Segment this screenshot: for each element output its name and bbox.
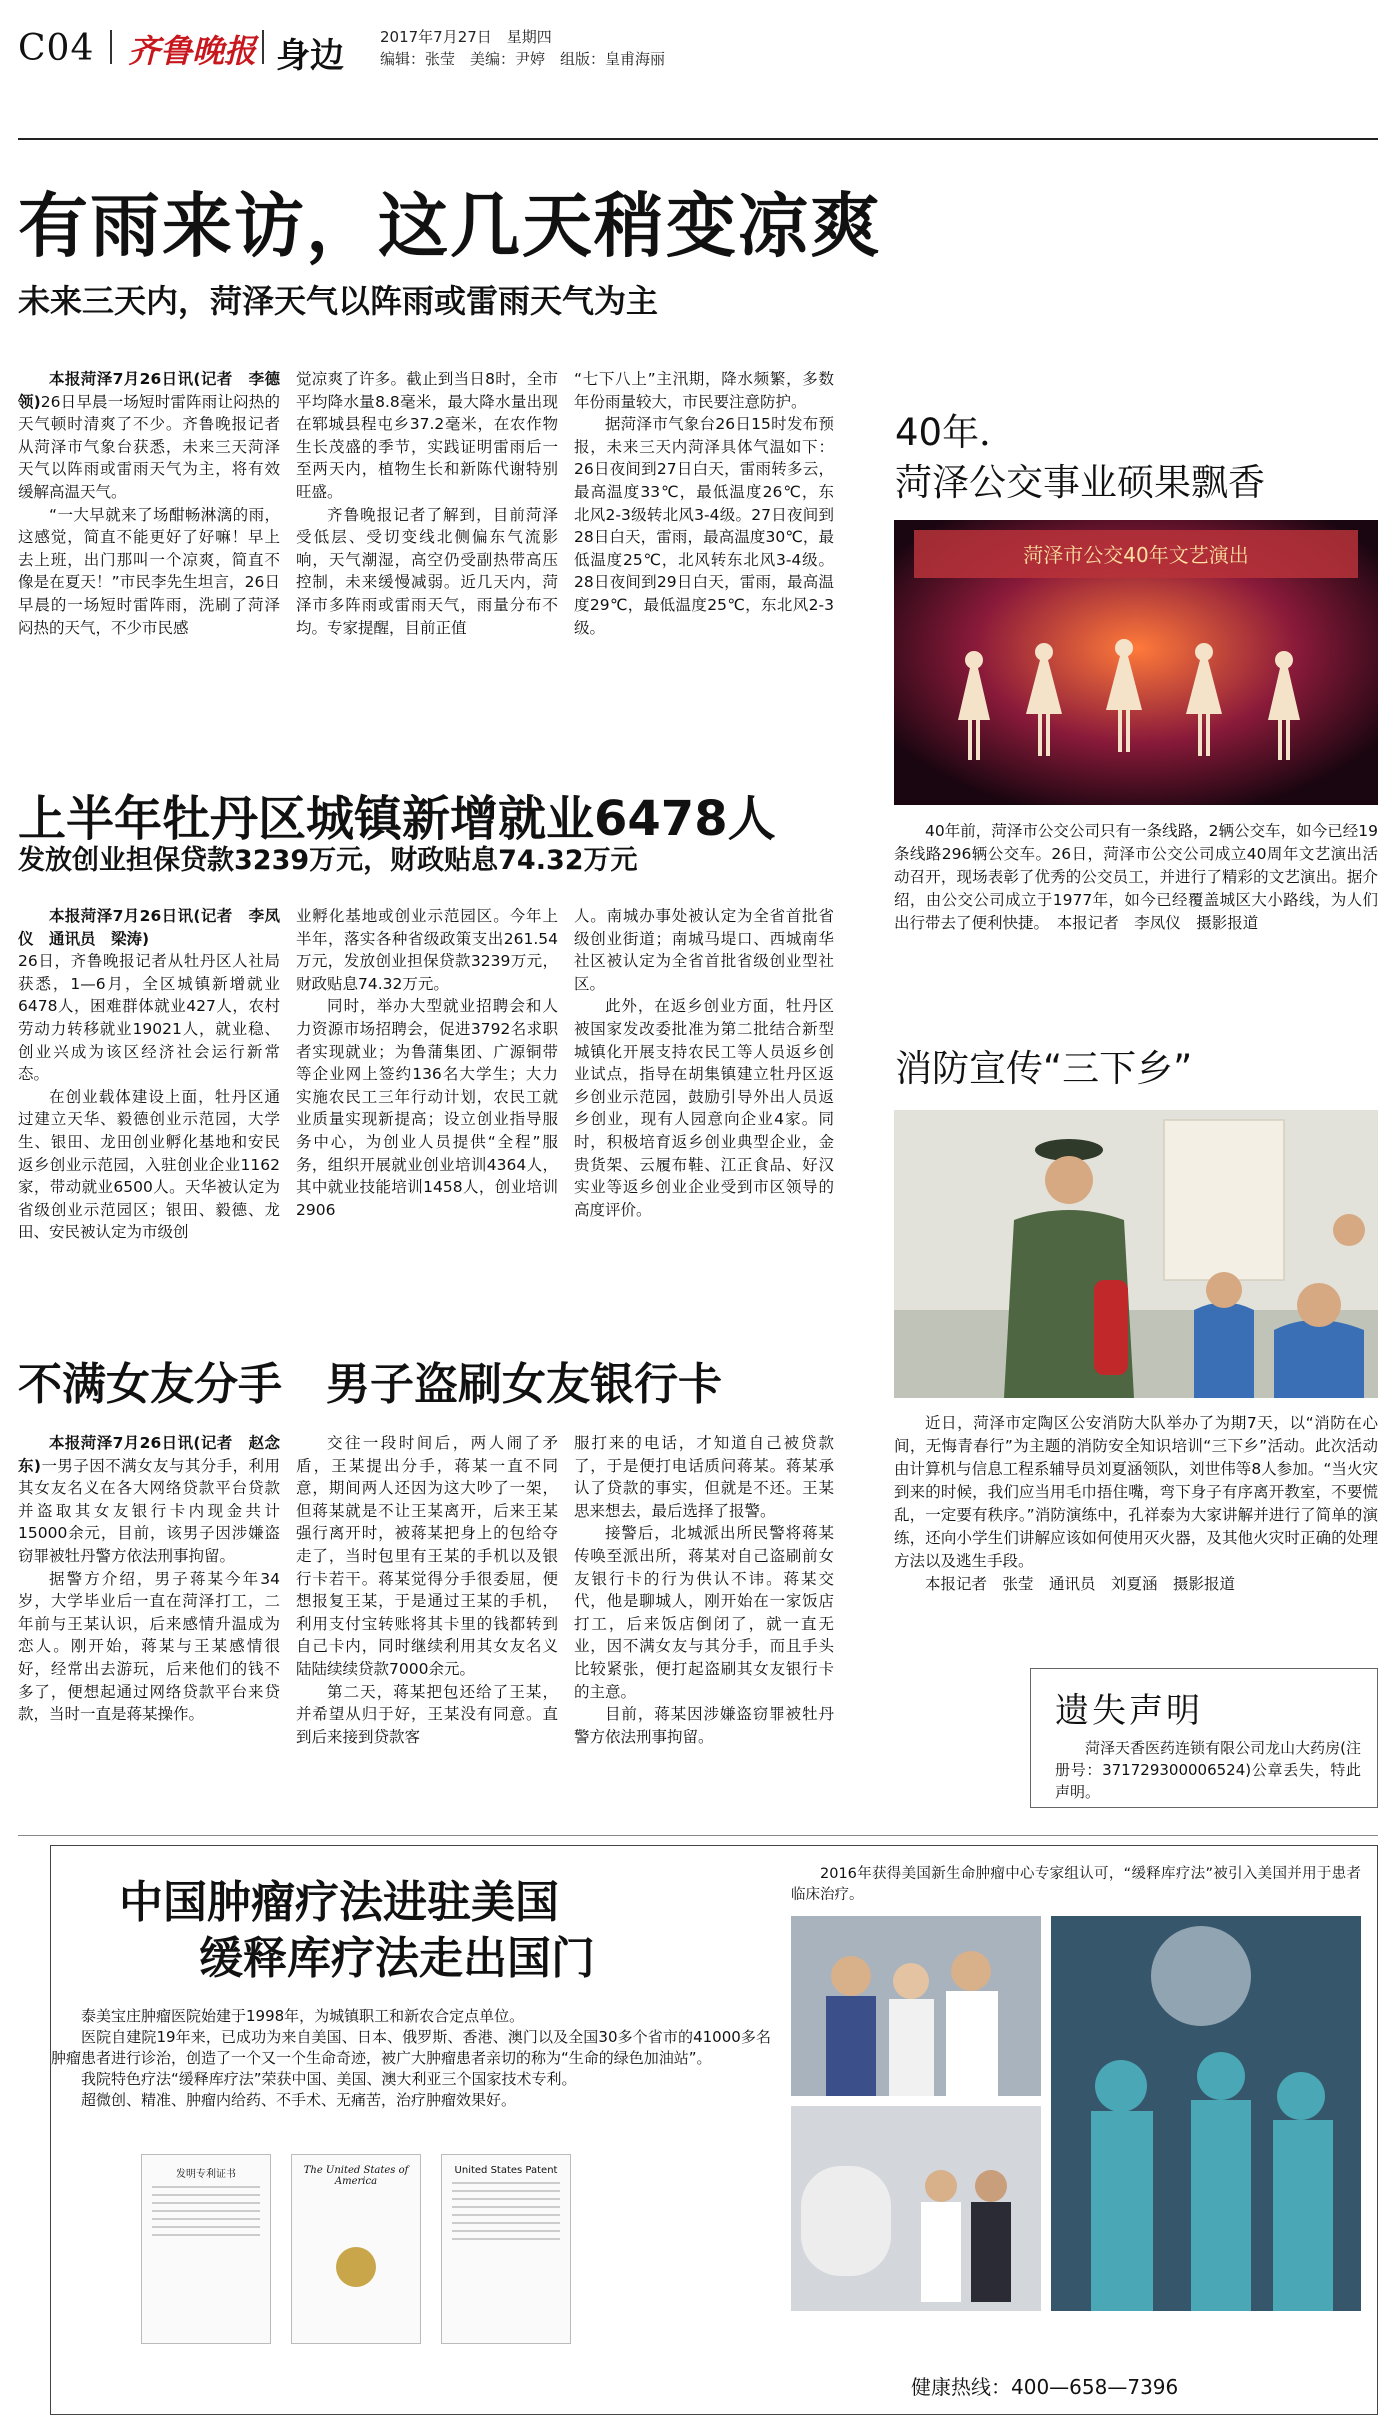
editor-credits: 编辑：张莹 美编：尹婷 组版：皇甫海丽 — [380, 50, 666, 68]
page-code: C04 — [18, 28, 95, 69]
story1-column-2: 觉凉爽了许多。截止到当日8时，全市平均降水量8.8毫米，最大降水量出现在郓城县程屯乡37.2毫米，在农作物生长茂盛的季节，实践证明雷雨后一至两天内，植物生长和新陈代谢特别旺盛。 齐鲁晚报记者了解到，目前菏泽受低层、受切变线北侧偏东气流影响，天气潮湿，高空仍受副热带高压控制，未来缓慢减弱。近几天内，菏泽市多阵雨或雷雨天气，雨量分布不均。专家提醒，目前正值 — [296, 370, 558, 637]
story1-subheadline: 未来三天内，菏泽天气以阵雨或雷雨天气为主 — [18, 282, 659, 320]
story2-column-2: 业孵化基地或创业示范园区。今年上半年，落实各种省级政策支出261.54万元，发放创业担保贷款3239万元，财政贴息74.32万元。 同时，举办大型就业招聘会和人力资源市场招聘会，促进3792名求职者实现就业；为鲁蒲集团、广源铜带等企业网上签约136名大学生；大力实施农民工三年行动计划，农民工就业质量实现新提高；设立创业指导服务中心，为创业人员提供“全程”服务，组织开展就业创业培训4364人，其中就业技能培训1458人，创业培训2906 — [296, 907, 558, 1219]
surgery-photo — [1051, 1916, 1361, 2311]
side2-caption: 近日，菏泽市定陶区公安消防大队举办了为期7天，以“消防在心间，无悔青春行”为主题的消防安全知识培训“三下乡”活动。此次活动由计算机与信息工程系辅导员刘夏涵领队，刘世伟等8人参加。“当火灾到来的时候，我们应当用毛巾捂住嘴，弯下身子有序离开教室，不要慌乱，一定要有秩序。”消防演练中，孔祥泰为大家讲解并进行了简单的演练，还向小学生们讲解应该如何使用灭火器，及其他火灾时正确的处理方法以及逃生手段。 本报记者 张莹 通讯员 刘夏涵 摄影报道 — [894, 1412, 1378, 1632]
ad-hotline: 健康热线：400—658—7396 — [911, 2375, 1179, 2399]
story3-dateline: 本报菏泽7月26日讯(记者 赵念东) — [18, 1434, 280, 1475]
fire-extinguisher — [1094, 1280, 1128, 1375]
story3-headline: 不满女友分手 男子盗刷女友银行卡 — [18, 1359, 722, 1410]
stage-banner-text: 菏泽市公交40年文艺演出 — [1023, 543, 1249, 567]
lost-notice-box — [1030, 1668, 1378, 1808]
fire-safety-photo — [894, 1110, 1378, 1398]
header-rule — [18, 138, 1378, 140]
section-title: 身边 — [276, 36, 344, 76]
header-divider — [262, 30, 264, 64]
story3-column-1: 本报菏泽7月26日讯(记者 赵念东)一男子因不满女友与其分手，利用其女友名义在各大网络贷款平台贷款并盗取其女友银行卡内现金共计15000余元，目前，该男子因涉嫌盗窃罪被牡丹警方依法刑事拘留。 据警方介绍，男子蒋某今年34岁，大学毕业后一直在菏泽打工，二年前与王某认识，后来感情升温成为恋人。刚开始，蒋某与王某感情很好，经常出去游玩，后来他们的钱不多了，便想起通过网络贷款平台来贷款，当时一直是蒋某操作。 — [18, 1434, 280, 1724]
story2-subheadline: 发放创业担保贷款3239万元，财政贴息74.32万元 — [18, 845, 638, 876]
side1-headline-line1: 40年． — [895, 411, 1017, 454]
side1-headline-line2: 菏泽公交事业硕果飘香 — [895, 461, 1265, 504]
patent-document-us: United States Patent — [441, 2154, 571, 2344]
issue-date: 2017年7月27日 星期四 — [380, 28, 552, 46]
ad-title-line2: 缓释库疗法走出国门 — [199, 1933, 595, 1984]
ad-right-caption: 2016年获得美国新生命肿瘤中心专家组认可，“缓释库疗法”被引入美国并用于患者临床治疗。 — [791, 1866, 1361, 1903]
newspaper-logo: 齐鲁晚报 — [128, 32, 257, 70]
story2-column-1: 本报菏泽7月26日讯(记者 李凤仪 通讯员 梁涛) 26日，齐鲁晚报记者从牡丹区人社局获悉，1—6月，全区城镇新增就业6478人，困难群体就业427人，农村劳动力转移就业19021人，就业稳、创业兴成为该区经济社会运行新常态。 在创业载体建设上面，牡丹区通过建立天华、毅德创业示范园，大学生、银田、龙田创业孵化基地和安民返乡创业示范园，入驻创业企业1162家，带动就业6500人。天华被认定为省级创业示范园区；银田、毅德、龙田、安民被认定为市级创 — [18, 907, 280, 1242]
story2-headline: 上半年牡丹区城镇新增就业6478人 — [18, 791, 776, 847]
story3-column-3: 服打来的电话，才知道自己被贷款了，于是便打电话质问蒋某。蒋某承认了贷款的事实，但就是不还。王某思来想去，最后选择了报警。 接警后，北城派出所民警将蒋某传唤至派出所，蒋某对自己盗刷前女友银行卡的行为供认不讳。蒋某交代，他是聊城人，刚开始在一家饭店打工，后来饭店倒闭了，就一直无业，因不满女友与其分手，而且手头比较紧张，便打起盗刷其女友银行卡的主意。 目前，蒋某因涉嫌盗窃罪被牡丹警方依法刑事拘留。 — [574, 1434, 834, 1746]
story3-column-2: 交往一段时间后，两人闹了矛盾，王某提出分手，蒋某一直不同意，期间两人还因为这大吵了一架，但蒋某就是不让王某离开，后来王某强行离开时，被蒋某把身上的包给夺走了，当时包里有王某的手机以及银行卡若干。蒋某觉得分手很委屈，便想报复王某，于是通过王某的手机，利用支付宝转账将其卡里的钱都转到自己卡内，同时继续利用其女友名义陆陆续续贷款7000余元。 第二天，蒋某把包还给了王某，并希望从归于好，王某没有同意。直到后来接到贷款客 — [296, 1434, 558, 1746]
ad-divider — [18, 1835, 1378, 1836]
doctors-group-photo — [791, 1916, 1041, 2096]
ad-body: 泰美宝庄肿瘤医院始建于1998年，为城镇职工和新农合定点单位。 医院自建院19年来，已成功为来自美国、日本、俄罗斯、香港、澳门以及全国30多个省市的41000多名肿瘤患者进行诊治，创造了一个又一个生命奇迹，被广大肿瘤患者亲切的称为“生命的绿色加油站”。 我院特色疗法“缓释库疗法”荣获中国、美国、澳大利亚三个国家技术专利。 超微创、精准、肿瘤内给药、不手术、无痛苦，治疗肿瘤效果好。 — [51, 2007, 771, 2109]
ad-title-line1: 中国肿瘤疗法进驻美国 — [119, 1877, 559, 1928]
side2-credit: 本报记者 张莹 通讯员 刘夏涵 摄影报道 — [925, 1575, 1236, 1593]
lost-notice-text: 菏泽天香医药连锁有限公司龙山大药房(注册号：371729300006524)公章丢失，特此声明。 — [1055, 1739, 1361, 1801]
side1-caption: 40年前，菏泽市公交公司只有一条线路，2辆公交车，如今已经19条线路296辆公交车。26日，菏泽市公交公司成立40周年文艺演出活动召开，现场表彰了优秀的公交员工，并进行了精彩的文艺演出。据介绍，由公交公司成立于1977年，如今已经覆盖城区大小路线，为人们出行带去了便利快捷。 本报记者 李凤仪 摄影报道 — [894, 822, 1378, 932]
gold-seal — [336, 2247, 376, 2287]
story1-headline: 有雨来访，这几天稍变凉爽 — [18, 185, 882, 267]
patent-certificate-us: The United States of America — [291, 2154, 421, 2344]
ad-block — [50, 1845, 1378, 2415]
header-divider — [110, 30, 112, 64]
story1-column-1: 本报菏泽7月26日讯(记者 李德领)26日早晨一场短时雷阵雨让闷热的天气顿时清爽了不少。齐鲁晚报记者从菏泽市气象台获悉，未来三天菏泽天气以阵雨或雷雨天气为主，将有效缓解高温天气。 “一大早就来了场酣畅淋漓的雨，这感觉，简直不能更好了好嘛！早上去上班，出门那叫一个凉爽，简直不像是在夏天！”市民李先生坦言，26日早晨的一场短时雷阵雨，洗刷了菏泽闷热的天气，不少市民感 — [18, 370, 280, 637]
patent-certificate-cn: 发明专利证书 — [141, 2154, 271, 2344]
side2-headline: 消防宣传“三下乡” — [895, 1047, 1193, 1090]
lost-notice-title: 遗失声明 — [1055, 1691, 1203, 1731]
bus-anniversary-photo — [894, 520, 1378, 805]
story1-column-3: “七下八上”主汛期，降水频繁，多数年份雨量较大，市民要注意防护。 据菏泽市气象台26日15时发布预报，未来三天内菏泽具体气温如下：26日夜间到27日白天，雷雨转多云，最高温度33℃，最低温度26℃，东北风2-3级转北风3-4级。27日夜间到28日白天，雷雨，最高温度30℃，最低温度25℃，北风转东北风3-4级。28日夜间到29日白天，雷雨，最高温度29℃，最低温度25℃，东北风2-3级。 — [574, 370, 834, 637]
story2-column-3: 人。南城办事处被认定为全省首批省级创业街道；南城马堤口、西城南华社区被认定为全省首批省级创业型社区。 此外，在返乡创业方面，牡丹区被国家发改委批准为第二批结合新型城镇化开展支持农民工等人员返乡创业试点，指导在胡集镇建立牡丹区返乡创业示范园，鼓励引导外出人员返乡创业，现有人园意向企业4家。同时，积极培育返乡创业典型企业，金贵货架、云履布鞋、江正食品、好汉实业等返乡创业企业受到市区领导的高度评价。 — [574, 907, 834, 1219]
story1-dateline: 本报菏泽7月26日讯(记者 李德领) — [18, 370, 280, 411]
doctors-hospital-photo — [791, 2106, 1041, 2311]
story2-dateline: 本报菏泽7月26日讯(记者 李凤仪 通讯员 梁涛) — [18, 907, 280, 948]
